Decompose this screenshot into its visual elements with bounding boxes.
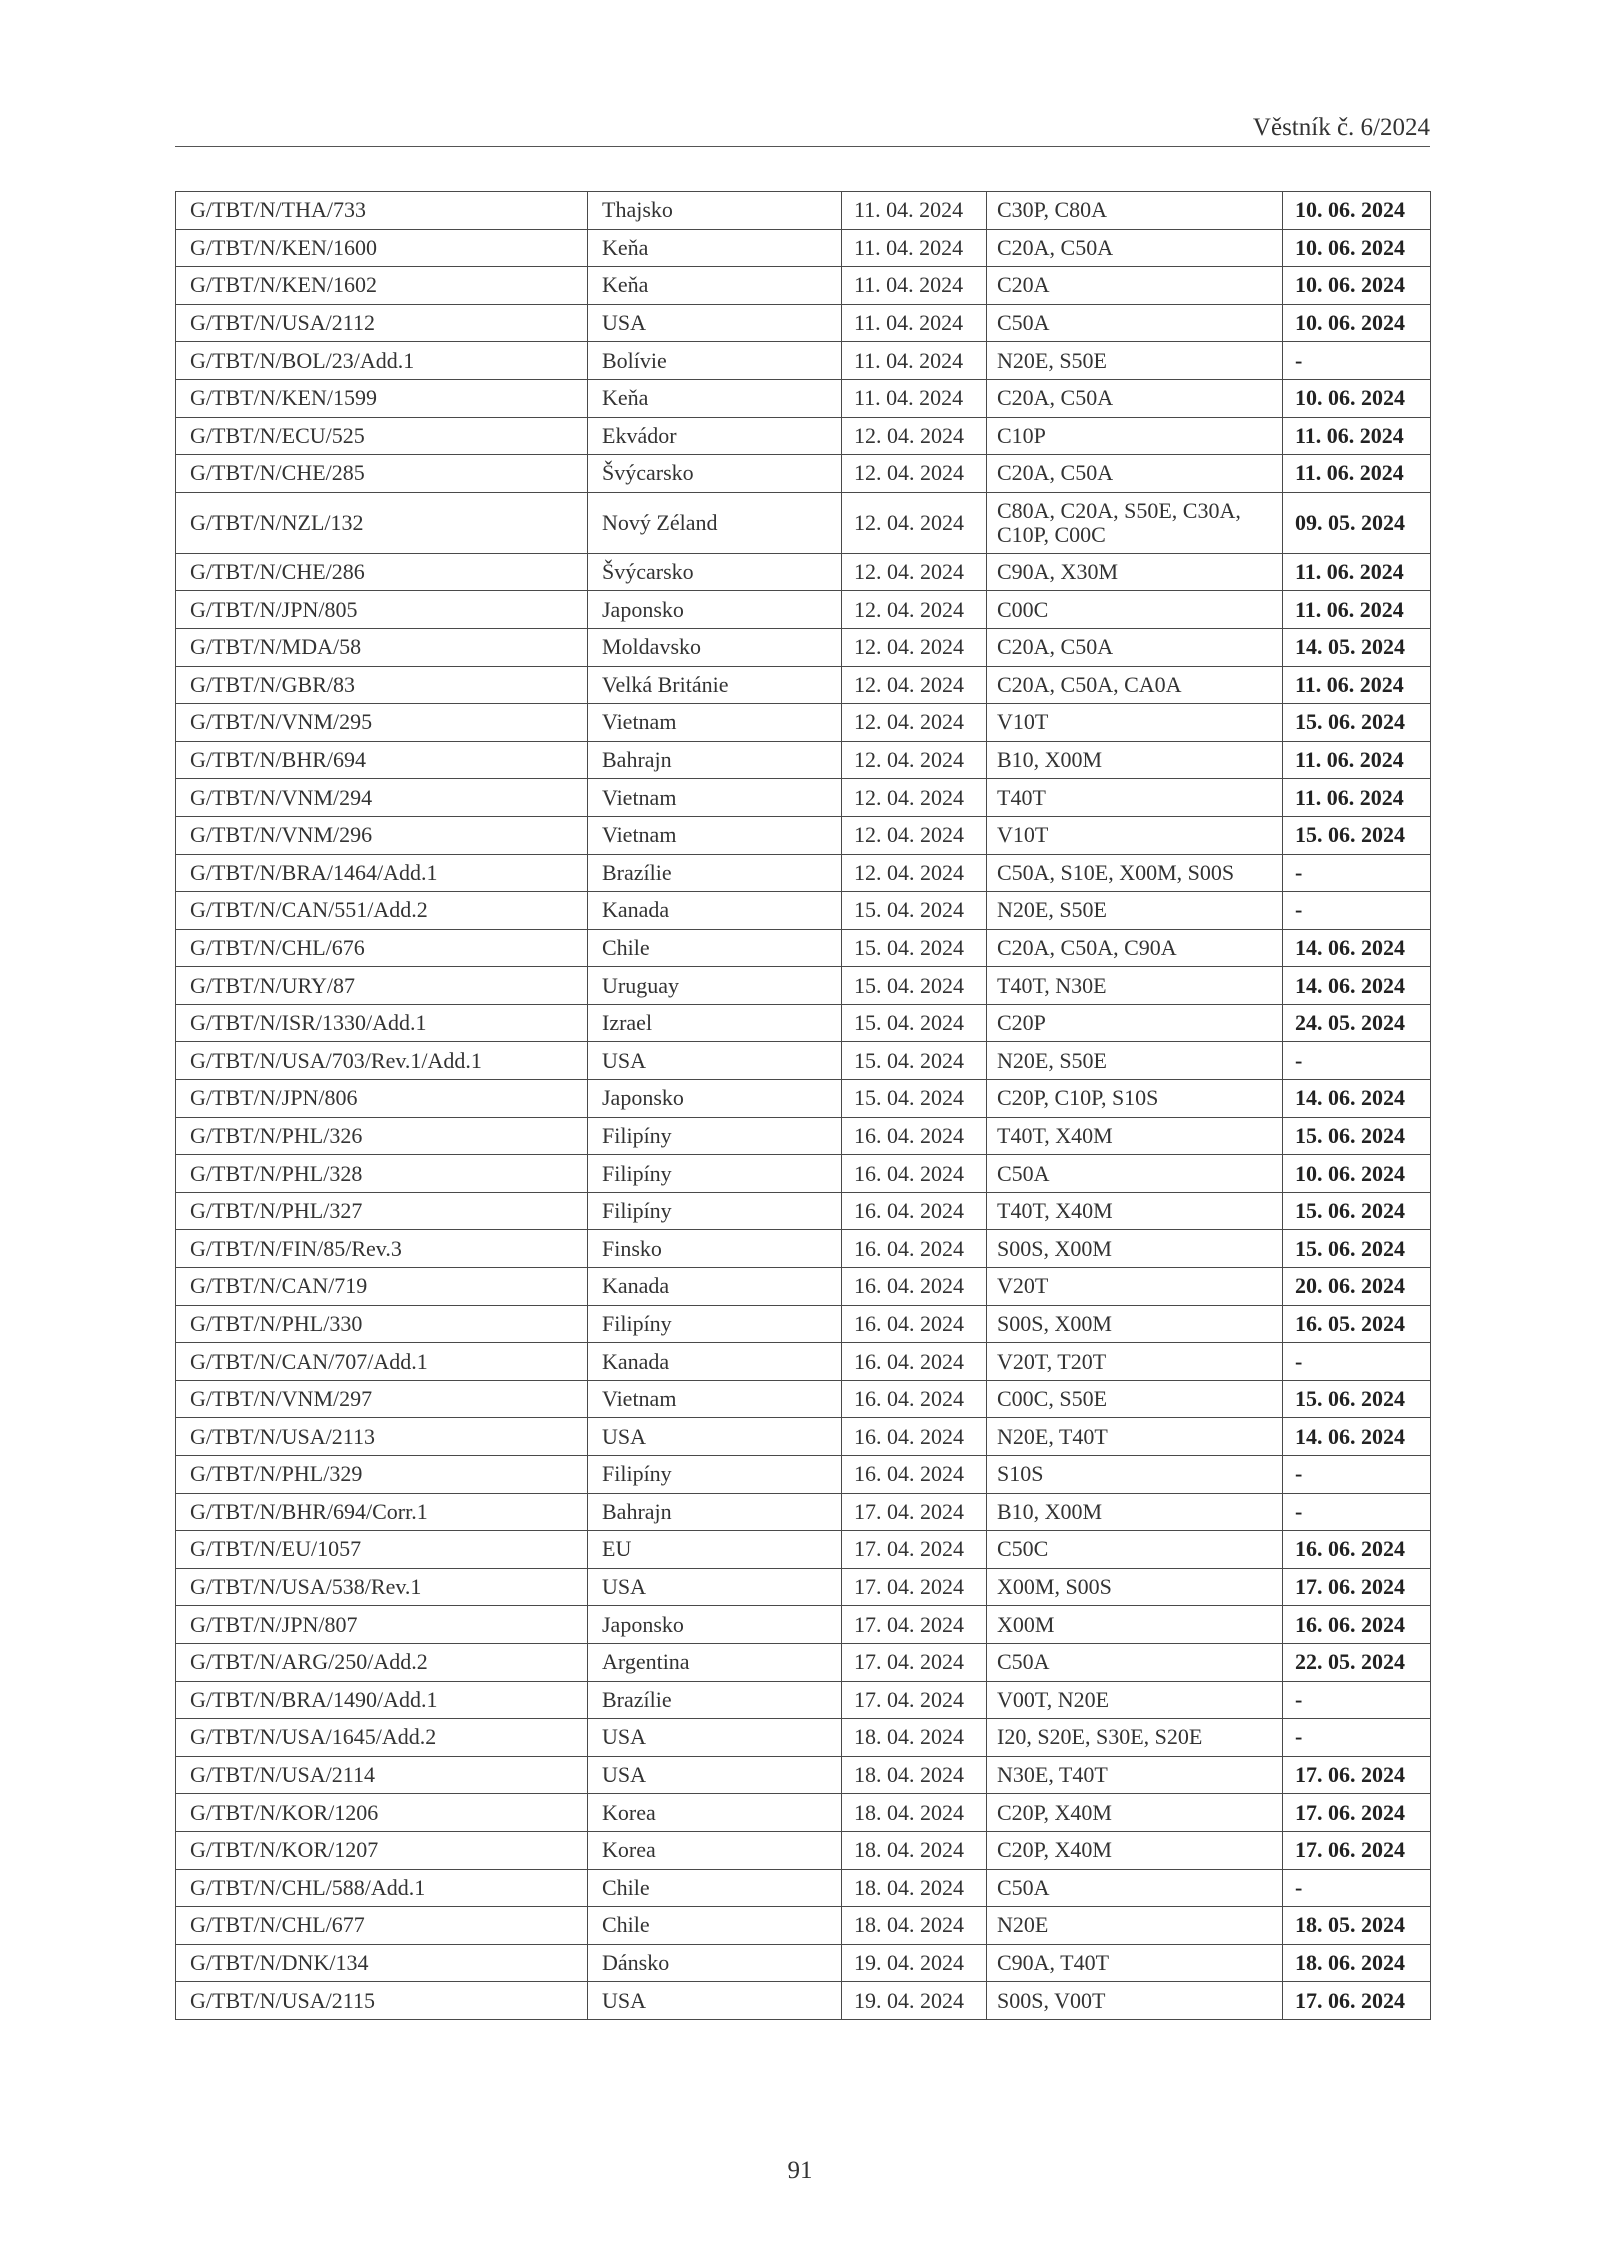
codes-cell: C20P, X40M [987,1794,1283,1832]
country-cell: Korea [588,1794,842,1832]
deadline-cell: - [1283,1493,1431,1531]
date-cell: 17. 04. 2024 [842,1643,987,1681]
table-row [176,379,1431,417]
notification-id-cell: G/TBT/N/ARG/250/Add.2 [176,1643,588,1681]
notification-id-cell: G/TBT/N/GBR/83 [176,666,588,704]
deadline-cell: 15. 06. 2024 [1283,1117,1431,1155]
deadline-cell: 15. 06. 2024 [1283,704,1431,742]
codes-cell: C20A, C50A, C90A [987,929,1283,967]
codes-cell: C20P, X40M [987,1831,1283,1869]
codes-cell: C20A, C50A [987,379,1283,417]
table-row [176,1042,1431,1080]
deadline-cell: 14. 06. 2024 [1283,1080,1431,1118]
deadline-cell: 10. 06. 2024 [1283,229,1431,267]
deadline-cell: 14. 05. 2024 [1283,628,1431,666]
deadline-cell: 16. 06. 2024 [1283,1531,1431,1569]
deadline-cell: 17. 06. 2024 [1283,1794,1431,1832]
notification-id-cell: G/TBT/N/BHR/694/Corr.1 [176,1493,588,1531]
codes-cell: C50A [987,1643,1283,1681]
country-cell: Dánsko [588,1944,842,1982]
country-cell: USA [588,1418,842,1456]
notification-id-cell: G/TBT/N/CHL/677 [176,1907,588,1945]
notification-id-cell: G/TBT/N/BRA/1464/Add.1 [176,854,588,892]
deadline-cell: - [1283,1681,1431,1719]
notification-id-cell: G/TBT/N/THA/733 [176,192,588,230]
date-cell: 15. 04. 2024 [842,1042,987,1080]
deadline-cell: 11. 06. 2024 [1283,455,1431,493]
deadline-cell: - [1283,1343,1431,1381]
notification-id-cell: G/TBT/N/CAN/551/Add.2 [176,892,588,930]
country-cell: Švýcarsko [588,455,842,493]
codes-cell: C20A, C50A [987,455,1283,493]
notification-id-cell: G/TBT/N/BOL/23/Add.1 [176,342,588,380]
country-cell: Keňa [588,267,842,305]
date-cell: 11. 04. 2024 [842,229,987,267]
notification-id-cell: G/TBT/N/CAN/719 [176,1268,588,1306]
table-row [176,1719,1431,1757]
table-row [176,1343,1431,1381]
notification-id-cell: G/TBT/N/VNM/297 [176,1380,588,1418]
table-row [176,1831,1431,1869]
country-cell: Chile [588,1907,842,1945]
codes-cell: S00S, X00M [987,1230,1283,1268]
notification-id-cell: G/TBT/N/CHE/285 [176,455,588,493]
country-cell: Keňa [588,229,842,267]
table-row [176,1606,1431,1644]
table-row [176,192,1431,230]
date-cell: 12. 04. 2024 [842,741,987,779]
date-cell: 18. 04. 2024 [842,1831,987,1869]
codes-cell: C00C, S50E [987,1380,1283,1418]
notification-id-cell: G/TBT/N/USA/538/Rev.1 [176,1568,588,1606]
date-cell: 16. 04. 2024 [842,1343,987,1381]
deadline-cell: 11. 06. 2024 [1283,591,1431,629]
publication-title: Věstník č. 6/2024 [1252,114,1430,141]
date-cell: 17. 04. 2024 [842,1568,987,1606]
table-row [176,1681,1431,1719]
notification-table [175,191,1431,2020]
deadline-cell: 11. 06. 2024 [1283,741,1431,779]
codes-cell: T40T, N30E [987,967,1283,1005]
date-cell: 16. 04. 2024 [842,1418,987,1456]
notification-id-cell: G/TBT/N/PHL/326 [176,1117,588,1155]
country-cell: Japonsko [588,1606,842,1644]
codes-cell: C90A, X30M [987,553,1283,591]
codes-cell: C00C [987,591,1283,629]
table-row [176,967,1431,1005]
deadline-cell: 17. 06. 2024 [1283,1568,1431,1606]
table-row [176,929,1431,967]
country-cell: EU [588,1531,842,1569]
page-header [175,110,1430,147]
country-cell: Moldavsko [588,628,842,666]
deadline-cell: 11. 06. 2024 [1283,417,1431,455]
notification-id-cell: G/TBT/N/MDA/58 [176,628,588,666]
deadline-cell: 10. 06. 2024 [1283,192,1431,230]
table-row [176,229,1431,267]
notification-id-cell: G/TBT/N/DNK/134 [176,1944,588,1982]
codes-cell: T40T [987,779,1283,817]
date-cell: 19. 04. 2024 [842,1982,987,2020]
country-cell: USA [588,1719,842,1757]
date-cell: 12. 04. 2024 [842,628,987,666]
codes-cell: C10P [987,417,1283,455]
notification-id-cell: G/TBT/N/ECU/525 [176,417,588,455]
deadline-cell: 22. 05. 2024 [1283,1643,1431,1681]
table-row [176,1756,1431,1794]
date-cell: 12. 04. 2024 [842,666,987,704]
deadline-cell: 14. 06. 2024 [1283,967,1431,1005]
notification-id-cell: G/TBT/N/USA/703/Rev.1/Add.1 [176,1042,588,1080]
notification-id-cell: G/TBT/N/URY/87 [176,967,588,1005]
date-cell: 16. 04. 2024 [842,1230,987,1268]
country-cell: USA [588,304,842,342]
date-cell: 16. 04. 2024 [842,1305,987,1343]
country-cell: USA [588,1982,842,2020]
codes-cell: V20T [987,1268,1283,1306]
notification-id-cell: G/TBT/N/VNM/295 [176,704,588,742]
codes-cell: N20E, S50E [987,1042,1283,1080]
notification-id-cell: G/TBT/N/CHL/676 [176,929,588,967]
codes-cell: C80A, C20A, S50E, C30A, C10P, C00C [987,492,1283,553]
deadline-cell: - [1283,854,1431,892]
codes-cell: V10T [987,816,1283,854]
table-row [176,1192,1431,1230]
deadline-cell: - [1283,1869,1431,1907]
country-cell: Chile [588,1869,842,1907]
country-cell: Korea [588,1831,842,1869]
table-row [176,455,1431,493]
codes-cell: S00S, V00T [987,1982,1283,2020]
notification-id-cell: G/TBT/N/USA/2115 [176,1982,588,2020]
country-cell: Bolívie [588,342,842,380]
notification-id-cell: G/TBT/N/ISR/1330/Add.1 [176,1004,588,1042]
date-cell: 16. 04. 2024 [842,1155,987,1193]
codes-cell: C50C [987,1531,1283,1569]
country-cell: Finsko [588,1230,842,1268]
country-cell: Chile [588,929,842,967]
country-cell: Kanada [588,1343,842,1381]
date-cell: 15. 04. 2024 [842,929,987,967]
date-cell: 12. 04. 2024 [842,553,987,591]
codes-cell: C20P, C10P, S10S [987,1080,1283,1118]
table-row [176,704,1431,742]
table-row [176,1268,1431,1306]
country-cell: Kanada [588,1268,842,1306]
notification-id-cell: G/TBT/N/EU/1057 [176,1531,588,1569]
codes-cell: C50A [987,304,1283,342]
notification-id-cell: G/TBT/N/BRA/1490/Add.1 [176,1681,588,1719]
date-cell: 12. 04. 2024 [842,492,987,553]
codes-cell: C90A, T40T [987,1944,1283,1982]
date-cell: 15. 04. 2024 [842,892,987,930]
codes-cell: S10S [987,1456,1283,1494]
date-cell: 12. 04. 2024 [842,779,987,817]
codes-cell: C20A, C50A, CA0A [987,666,1283,704]
deadline-cell: 20. 06. 2024 [1283,1268,1431,1306]
country-cell: Filipíny [588,1155,842,1193]
table-row [176,342,1431,380]
country-cell: Filipíny [588,1192,842,1230]
deadline-cell: 11. 06. 2024 [1283,779,1431,817]
date-cell: 17. 04. 2024 [842,1606,987,1644]
codes-cell: B10, X00M [987,1493,1283,1531]
deadline-cell: - [1283,1456,1431,1494]
table-row [176,1418,1431,1456]
deadline-cell: 14. 06. 2024 [1283,1418,1431,1456]
table-row [176,304,1431,342]
date-cell: 18. 04. 2024 [842,1869,987,1907]
deadline-cell: 15. 06. 2024 [1283,1230,1431,1268]
deadline-cell: 14. 06. 2024 [1283,929,1431,967]
country-cell: Izrael [588,1004,842,1042]
table-row [176,666,1431,704]
table-row [176,492,1431,553]
notification-id-cell: G/TBT/N/PHL/328 [176,1155,588,1193]
codes-cell: I20, S20E, S30E, S20E [987,1719,1283,1757]
table-row [176,1080,1431,1118]
table-row [176,892,1431,930]
notification-id-cell: G/TBT/N/PHL/330 [176,1305,588,1343]
country-cell: Vietnam [588,779,842,817]
deadline-cell: 15. 06. 2024 [1283,1380,1431,1418]
notification-id-cell: G/TBT/N/CAN/707/Add.1 [176,1343,588,1381]
notification-id-cell: G/TBT/N/KEN/1602 [176,267,588,305]
codes-cell: V00T, N20E [987,1681,1283,1719]
deadline-cell: 09. 05. 2024 [1283,492,1431,553]
table-row [176,1004,1431,1042]
table-row [176,1869,1431,1907]
date-cell: 12. 04. 2024 [842,816,987,854]
table-row [176,591,1431,629]
table-row [176,779,1431,817]
table-row [176,1493,1431,1531]
codes-cell: V10T [987,704,1283,742]
deadline-cell: 24. 05. 2024 [1283,1004,1431,1042]
deadline-cell: - [1283,1042,1431,1080]
deadline-cell: 18. 05. 2024 [1283,1907,1431,1945]
date-cell: 17. 04. 2024 [842,1531,987,1569]
table-row [176,1380,1431,1418]
country-cell: Filipíny [588,1305,842,1343]
table-row [176,1568,1431,1606]
deadline-cell: - [1283,342,1431,380]
codes-cell: N30E, T40T [987,1756,1283,1794]
notification-id-cell: G/TBT/N/JPN/807 [176,1606,588,1644]
country-cell: Keňa [588,379,842,417]
date-cell: 17. 04. 2024 [842,1681,987,1719]
deadline-cell: - [1283,892,1431,930]
date-cell: 16. 04. 2024 [842,1268,987,1306]
country-cell: Nový Zéland [588,492,842,553]
notification-id-cell: G/TBT/N/PHL/327 [176,1192,588,1230]
deadline-cell: 11. 06. 2024 [1283,553,1431,591]
country-cell: Vietnam [588,816,842,854]
codes-cell: V20T, T20T [987,1343,1283,1381]
notification-id-cell: G/TBT/N/VNM/296 [176,816,588,854]
country-cell: Thajsko [588,192,842,230]
country-cell: USA [588,1756,842,1794]
table-row [176,1643,1431,1681]
deadline-cell: 16. 05. 2024 [1283,1305,1431,1343]
country-cell: Argentina [588,1643,842,1681]
date-cell: 11. 04. 2024 [842,342,987,380]
country-cell: Vietnam [588,704,842,742]
date-cell: 16. 04. 2024 [842,1192,987,1230]
notification-id-cell: G/TBT/N/VNM/294 [176,779,588,817]
codes-cell: T40T, X40M [987,1192,1283,1230]
country-cell: Japonsko [588,591,842,629]
codes-cell: C50A [987,1869,1283,1907]
deadline-cell: - [1283,1719,1431,1757]
date-cell: 12. 04. 2024 [842,591,987,629]
deadline-cell: 10. 06. 2024 [1283,304,1431,342]
notification-id-cell: G/TBT/N/FIN/85/Rev.3 [176,1230,588,1268]
deadline-cell: 16. 06. 2024 [1283,1606,1431,1644]
notification-id-cell: G/TBT/N/PHL/329 [176,1456,588,1494]
codes-cell: C20P [987,1004,1283,1042]
date-cell: 15. 04. 2024 [842,967,987,1005]
table-row [176,417,1431,455]
table-row [176,267,1431,305]
codes-cell: S00S, X00M [987,1305,1283,1343]
deadline-cell: 15. 06. 2024 [1283,816,1431,854]
deadline-cell: 10. 06. 2024 [1283,1155,1431,1193]
table-row [176,1531,1431,1569]
notification-id-cell: G/TBT/N/USA/2114 [176,1756,588,1794]
codes-cell: X00M [987,1606,1283,1644]
date-cell: 16. 04. 2024 [842,1117,987,1155]
table-row [176,741,1431,779]
country-cell: Uruguay [588,967,842,1005]
deadline-cell: 17. 06. 2024 [1283,1982,1431,2020]
table-row [176,854,1431,892]
notification-id-cell: G/TBT/N/JPN/806 [176,1080,588,1118]
country-cell: Brazílie [588,1681,842,1719]
country-cell: Kanada [588,892,842,930]
table-row [176,816,1431,854]
date-cell: 12. 04. 2024 [842,417,987,455]
notification-id-cell: G/TBT/N/USA/2112 [176,304,588,342]
country-cell: Japonsko [588,1080,842,1118]
table-row [176,1230,1431,1268]
table-row [176,1117,1431,1155]
deadline-cell: 17. 06. 2024 [1283,1756,1431,1794]
date-cell: 15. 04. 2024 [842,1004,987,1042]
date-cell: 18. 04. 2024 [842,1756,987,1794]
codes-cell: C50A [987,1155,1283,1193]
deadline-cell: 17. 06. 2024 [1283,1831,1431,1869]
date-cell: 15. 04. 2024 [842,1080,987,1118]
date-cell: 17. 04. 2024 [842,1493,987,1531]
notification-id-cell: G/TBT/N/KOR/1206 [176,1794,588,1832]
country-cell: Ekvádor [588,417,842,455]
date-cell: 12. 04. 2024 [842,455,987,493]
codes-cell: N20E, T40T [987,1418,1283,1456]
deadline-cell: 10. 06. 2024 [1283,267,1431,305]
date-cell: 16. 04. 2024 [842,1456,987,1494]
date-cell: 11. 04. 2024 [842,379,987,417]
codes-cell: C30P, C80A [987,192,1283,230]
codes-cell: N20E, S50E [987,342,1283,380]
country-cell: Vietnam [588,1380,842,1418]
date-cell: 11. 04. 2024 [842,192,987,230]
codes-cell: B10, X00M [987,741,1283,779]
table-row [176,1944,1431,1982]
notification-id-cell: G/TBT/N/JPN/805 [176,591,588,629]
codes-cell: C20A, C50A [987,229,1283,267]
codes-cell: N20E [987,1907,1283,1945]
notification-id-cell: G/TBT/N/USA/2113 [176,1418,588,1456]
table-row [176,1794,1431,1832]
country-cell: Švýcarsko [588,553,842,591]
country-cell: Bahrajn [588,741,842,779]
notification-id-cell: G/TBT/N/USA/1645/Add.2 [176,1719,588,1757]
codes-cell: C20A, C50A [987,628,1283,666]
date-cell: 12. 04. 2024 [842,704,987,742]
table-row [176,1982,1431,2020]
codes-cell: C20A [987,267,1283,305]
date-cell: 16. 04. 2024 [842,1380,987,1418]
table-row [176,1155,1431,1193]
notification-id-cell: G/TBT/N/BHR/694 [176,741,588,779]
date-cell: 18. 04. 2024 [842,1907,987,1945]
page-number: 91 [787,2157,813,2184]
country-cell: USA [588,1568,842,1606]
notification-id-cell: G/TBT/N/KEN/1600 [176,229,588,267]
table-row [176,1907,1431,1945]
country-cell: USA [588,1042,842,1080]
notification-id-cell: G/TBT/N/CHL/588/Add.1 [176,1869,588,1907]
deadline-cell: 11. 06. 2024 [1283,666,1431,704]
notification-id-cell: G/TBT/N/KEN/1599 [176,379,588,417]
codes-cell: C50A, S10E, X00M, S00S [987,854,1283,892]
date-cell: 19. 04. 2024 [842,1944,987,1982]
deadline-cell: 10. 06. 2024 [1283,379,1431,417]
table-body [176,192,1431,2020]
codes-cell: N20E, S50E [987,892,1283,930]
codes-cell: X00M, S00S [987,1568,1283,1606]
table-row [176,628,1431,666]
deadline-cell: 18. 06. 2024 [1283,1944,1431,1982]
deadline-cell: 15. 06. 2024 [1283,1192,1431,1230]
country-cell: Filipíny [588,1456,842,1494]
table-row [176,1305,1431,1343]
country-cell: Filipíny [588,1117,842,1155]
notification-id-cell: G/TBT/N/NZL/132 [176,492,588,553]
codes-cell: T40T, X40M [987,1117,1283,1155]
table-row [176,1456,1431,1494]
country-cell: Brazílie [588,854,842,892]
notification-id-cell: G/TBT/N/KOR/1207 [176,1831,588,1869]
date-cell: 11. 04. 2024 [842,304,987,342]
notification-id-cell: G/TBT/N/CHE/286 [176,553,588,591]
date-cell: 12. 04. 2024 [842,854,987,892]
date-cell: 11. 04. 2024 [842,267,987,305]
table-row [176,553,1431,591]
date-cell: 18. 04. 2024 [842,1794,987,1832]
country-cell: Velká Británie [588,666,842,704]
country-cell: Bahrajn [588,1493,842,1531]
date-cell: 18. 04. 2024 [842,1719,987,1757]
